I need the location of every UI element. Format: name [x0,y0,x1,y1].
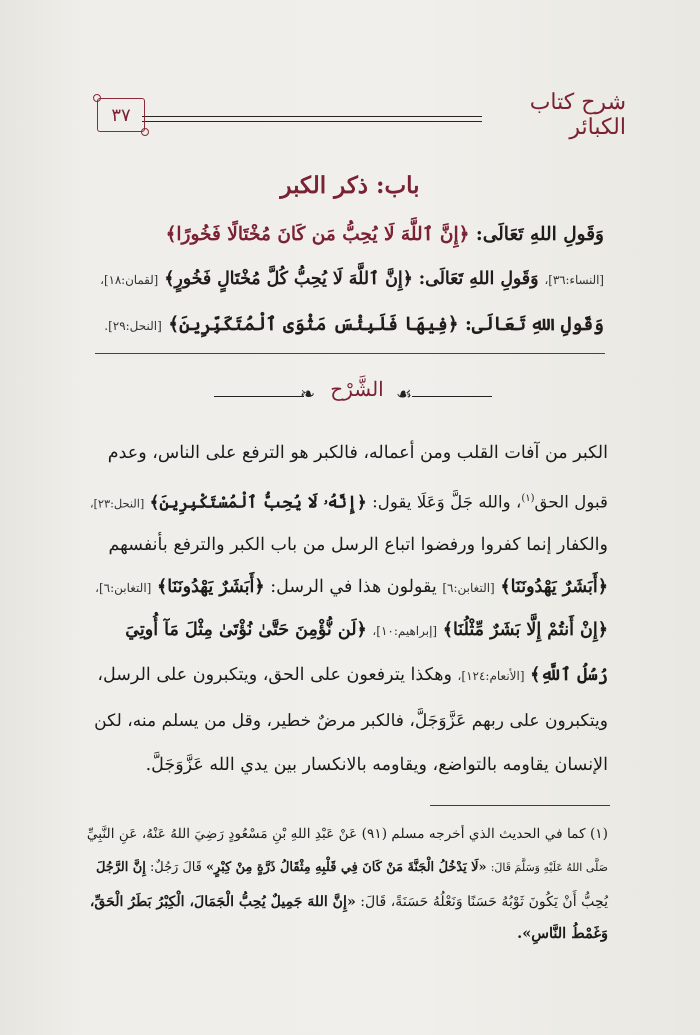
quote-intro: وَقَولِ اللهِ تَعَالَى: [418,269,539,289]
page-number [97,98,145,132]
quote-intro: وَقَولِ اللهِ تَعَالَى: [475,224,604,245]
hadith-quote: إِنَّ الرَّجُلَ [95,860,146,875]
body-line [88,616,608,645]
footnote-marker: (١) [521,493,535,504]
verse-reference: [لقمان:١٨]، [100,273,159,287]
body-line: والكفار إنما كفروا ورفضوا اتباع الرسل من باب الكبر والترفع بأنفسهم [108,535,608,555]
body-text: يقولون هذا في الرسل: [270,577,437,597]
verse-reference: [إبراهيم:١٠]، [372,624,438,638]
footnote-line: وَغَمْطُ النَّاسِ». [517,925,608,942]
verse-reference: [النساء:٣٦]، [544,273,604,287]
ornament-rule-right [412,396,492,397]
header-rule-thin [142,121,482,122]
body-line [88,485,608,518]
footnote-line: (١) كما في الحديث الذي أخرجه مسلم (٩١) عَنْ عَبْدِ اللهِ بْنِ مَسْعُودٍ رَضِيَ اللهُ عَنْهُ، عَنِ النَّبِيِّ [86,826,608,842]
verse-reference: [النحل:٢٩]. [104,319,162,333]
quran-verse: رُسُلُ ٱللَّهِ﴾ [530,665,608,685]
body-line [88,661,608,690]
quran-verse: ﴿لَن نُّؤْمِنَ حَتَّىٰ نُؤْتَىٰ مِثْلَ مَآ أُوتِيَ [125,620,367,640]
quran-verse: ﴿إِنَّ ٱللَّهَ لَا يُحِبُّ كُلَّ مُخْتَالٍ فَخُورٍ﴾ [164,269,413,289]
body-line: ويتكبرون على ربهم عَزَّوَجَلَّ، فالكبر مرضٌ خطير، وقل من يسلم منه، لكن [94,711,608,731]
quote-line-3 [94,310,604,341]
page-number-text: ٣٧ [111,104,131,126]
footnote-text: قَالَ رَجُلٌ: [149,860,202,875]
body-line: الكبر من آفات القلب ومن أعماله، فالكبر هو الترفع على الناس، وعدم [107,443,608,463]
ornament-curl-right-icon: ☙ [396,384,413,405]
body-line [88,573,608,602]
footnote-line [88,890,608,914]
ornament-rule-left [214,396,304,397]
header-rule [142,116,482,117]
footnote-text: يُحِبُّ أَنْ يَكُونَ ثَوْبُهُ حَسَنًا وَنَعْلُهُ حَسَنَةً، قَالَ: [360,894,608,910]
chapter-title: باب: ذكر الكبر [280,172,420,199]
quran-verse: ﴿أَبَشَرٌ يَهْدُونَنَا﴾ [156,577,265,597]
verse-reference: [الأنعام:١٢٤]، [457,669,525,683]
running-header-title: شرح كتاب الكبائر [529,90,626,140]
hadith-quote: «لَا يَدْخُلُ الْجَنَّةَ مَنْ كَانَ فِي قَلْبِهِ مِثْقَالُ ذَرَّةٍ مِنْ كِبْرٍ» [205,860,487,875]
quote-line-2 [94,264,604,295]
footnote-text: صَلَّى اللهُ عَلَيْهِ وَسَلَّمَ قَالَ: [490,861,608,874]
hadith-quote: «إِنَّ اللهَ جَمِيلٌ يُحِبُّ الْجَمَالَ، الْكِبْرُ بَطَرُ الْحَقِّ، [89,894,356,910]
quran-verse: ﴿أَبَشَرٌ يَهْدُونَنَا﴾ [500,577,608,597]
quran-verse: ﴿إِنَّهُۥ لَا يُحِبُّ ٱلْمُسْتَكْبِرِينَ﴾ [149,491,367,512]
ornament-curl-left-icon: ❧ [300,384,316,405]
verse-reference: [التغابن:٦] [442,581,495,595]
body-text: قبول الحق [534,491,608,512]
verse-reference: [النحل:٢٣]، [89,496,145,511]
quran-verse: ﴿فِيهَا فَلَبِئْسَ مَثْوَى ٱلْمُتَكَبِّرِينَ﴾ [168,314,459,335]
quote-intro: وَقَولِ اللهِ تَعَالَى: [465,314,604,335]
quran-verse: ﴿إِنَّ ٱللَّهَ لَا يُحِبُّ مَن كَانَ مُخْتَالًا فَخُورًا﴾ [165,224,470,245]
quran-verse: ﴿إِنْ أَنتُمْ إِلَّا بَشَرٌ مِّثْلُنَا﴾ [442,620,608,640]
footnote-line [88,856,608,880]
verse-reference: [التغابن:٦]، [95,581,152,595]
sharh-heading: الشَّرْح [330,377,384,401]
body-line: الإنسان يقاومه بالتواضع، ويقاومه بالانكسار بين يدي الله عَزَّوَجَلَّ. [145,755,608,775]
quote-line-1 [94,220,604,250]
body-text: وهكذا يترفعون على الحق، ويتكبرون على الرسل، [97,665,452,685]
body-text: ، والله جَلَّ وَعَلَا يقول: [372,491,522,512]
footnote-divider [430,805,610,806]
section-divider [95,353,605,354]
